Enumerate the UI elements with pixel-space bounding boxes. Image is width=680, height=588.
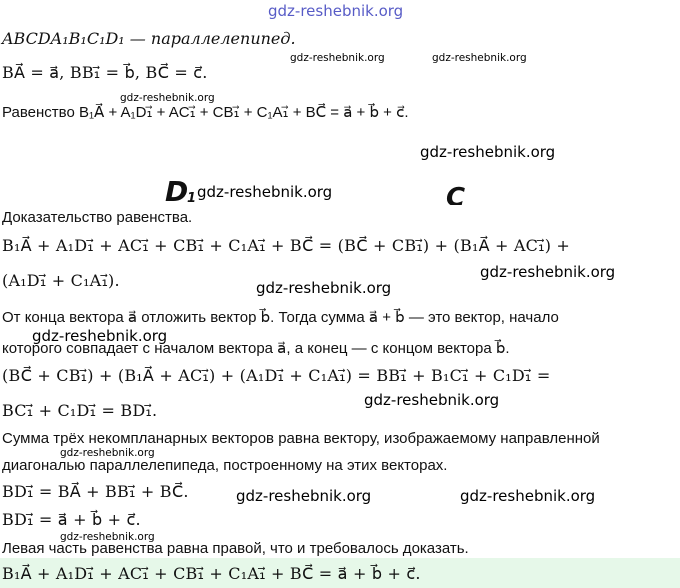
theorem-line-2: диагональю параллелепипеда, построенному на этих векторах. [2, 457, 448, 474]
watermark: gdz-reshebnik.org [32, 327, 168, 345]
proof-heading: Доказательство равенства. [2, 209, 193, 226]
watermark: gdz-reshebnik.org [364, 391, 500, 409]
watermark: gdz-reshebnik.org [120, 92, 215, 104]
watermark: gdz-reshebnik.org [432, 52, 527, 64]
proof-equation-2: (A₁D₁⃗ + C₁A₁⃗). [2, 271, 120, 290]
proof-equation-5: BD₁⃗ = BA⃗ + BB₁⃗ + BC⃗. [2, 482, 189, 501]
theorem-line-1: Сумма трёх некомпланарных векторов равна вектору, изображаемому направленной [2, 430, 600, 447]
watermark: gdz-reshebnik.org [60, 447, 155, 459]
proof-equation-4: BC₁⃗ + C₁D₁⃗ = BD₁⃗. [2, 401, 158, 420]
notation-line: BA⃗ = a⃗, BB₁⃗ = b⃗, BC⃗ = c⃗. [2, 63, 208, 82]
watermark-top: gdz-reshebnik.org [268, 2, 404, 20]
proof-equation-3: (BC⃗ + CB₁⃗) + (B₁A⃗ + AC₁⃗) + (A₁D₁⃗ + C₁A₁⃗) = BB₁⃗ + B₁C₁⃗ + C₁D₁⃗ = [2, 366, 551, 385]
diagram-letter-c: C [446, 183, 466, 205]
conclusion-line: Левая часть равенства равна правой, что и требовалось доказать. [2, 540, 469, 557]
vector-rule-line-2: которого совпадает с началом вектора a⃗, а конец — с концом вектора b⃗. [2, 340, 510, 357]
watermark: gdz-reshebnik.org [480, 263, 616, 281]
watermark: gdz-reshebnik.org [236, 487, 372, 505]
statement-line: Равенство B₁A⃗ + A₁D₁⃗ + AC₁⃗ + CB₁⃗ + C₁A₁⃗ + BC⃗ = a⃗ + b⃗ + c⃗. [2, 104, 409, 121]
proof-equation-6: BD₁⃗ = a⃗ + b⃗ + c⃗. [2, 510, 141, 529]
given-line: ABCDA₁B₁C₁D₁ — параллелепипед. [2, 29, 296, 48]
diagram-letter-d: D [165, 175, 189, 208]
vector-rule-line-1: От конца вектора a⃗ отложить вектор b⃗. Тогда сумма a⃗ + b⃗ — это вектор, начало [2, 309, 559, 326]
watermark: gdz-reshebnik.org [460, 487, 596, 505]
proof-equation-1: B₁A⃗ + A₁D₁⃗ + AC₁⃗ + CB₁⃗ + C₁A₁⃗ + BC⃗ = (BC⃗ + CB₁⃗) + (B₁A⃗ + AC₁⃗) + [2, 236, 571, 255]
watermark: gdz-reshebnik.org [290, 52, 385, 64]
diagram-letter-d-subscript: 1 [187, 191, 197, 206]
watermark: gdz-reshebnik.org [256, 279, 392, 297]
watermark: gdz-reshebnik.org [60, 531, 155, 543]
watermark: gdz-reshebnik.org [420, 143, 556, 161]
watermark: gdz-reshebnik.org [197, 183, 333, 201]
final-equation: B₁A⃗ + A₁D₁⃗ + AC₁⃗ + CB₁⃗ + C₁A₁⃗ + BC⃗ = a⃗ + b⃗ + c⃗. [0, 558, 680, 588]
